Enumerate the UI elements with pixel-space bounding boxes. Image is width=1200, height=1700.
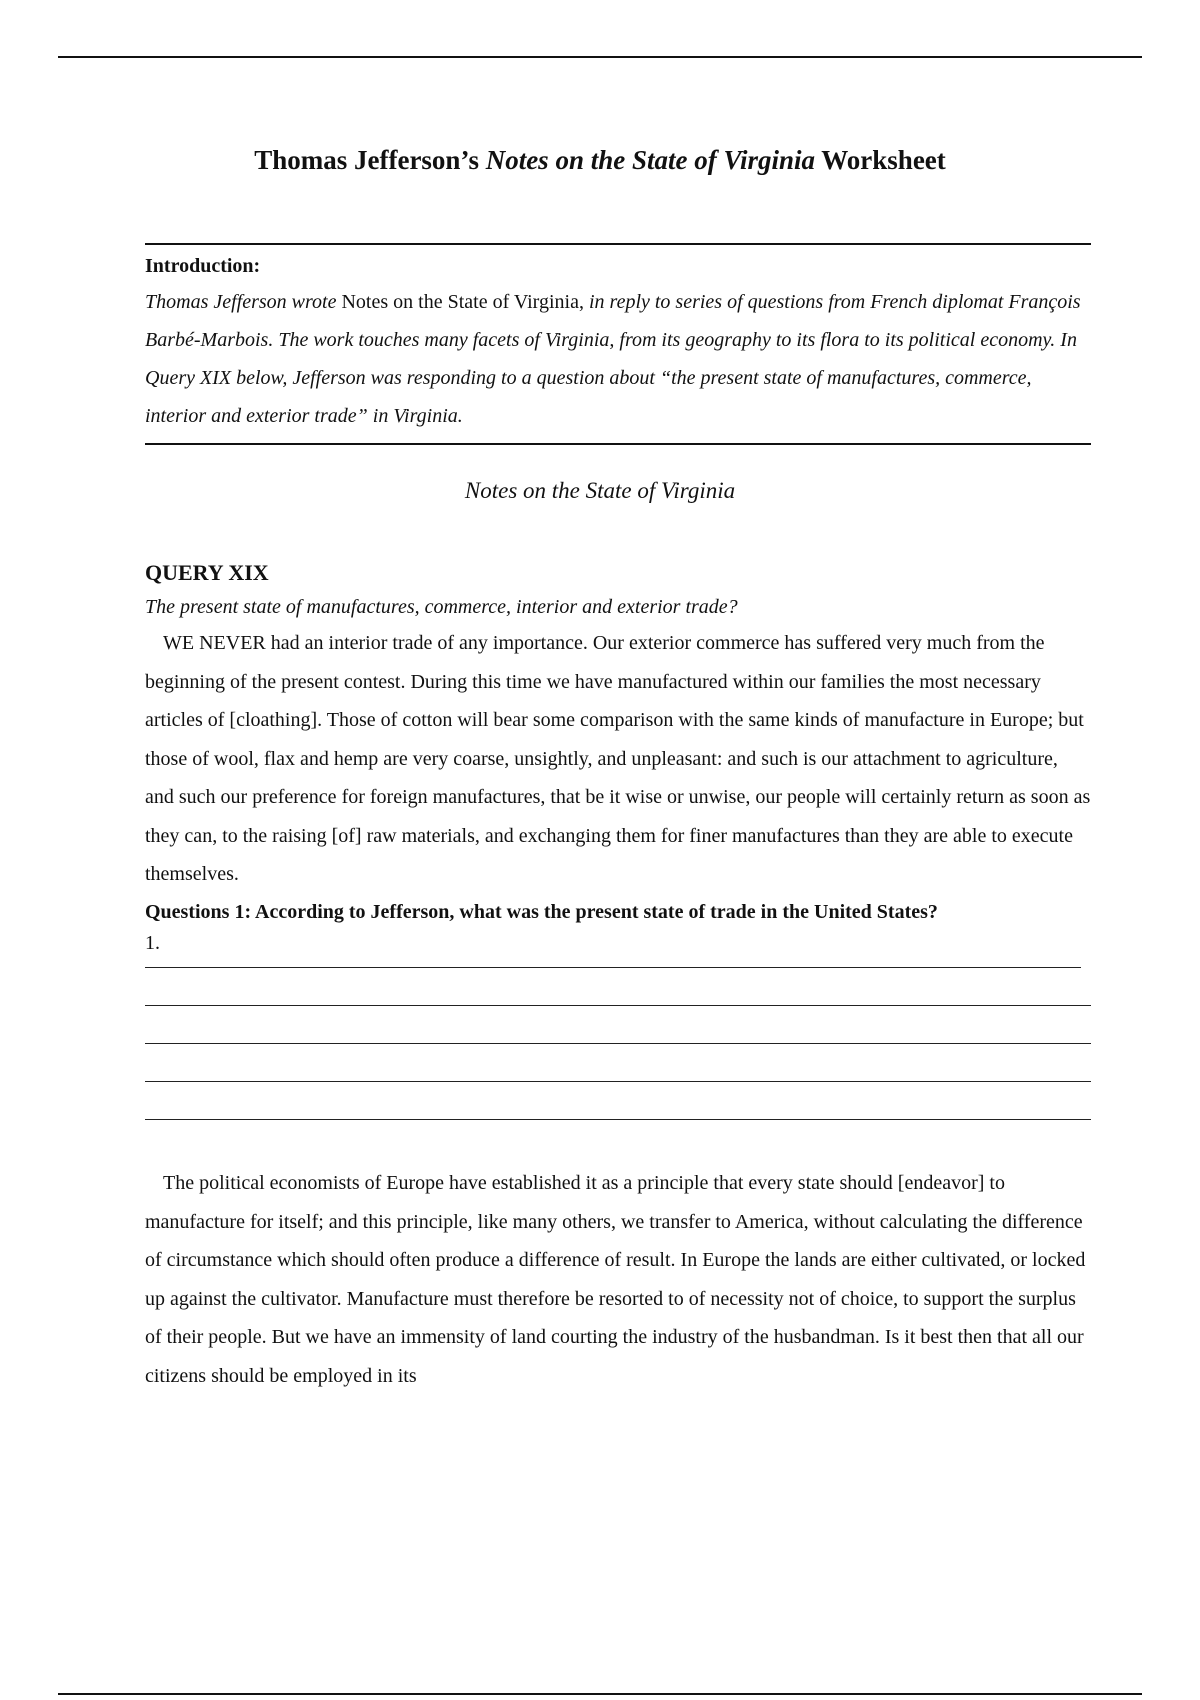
query-section [145, 556, 1091, 1120]
source-subheading: Notes on the State of Virginia [464, 478, 736, 503]
intro-text-part-2: Notes on the State of Virginia, [341, 291, 584, 313]
title-italic: Notes on the State of Virginia [485, 145, 816, 175]
question-1-label: Questions 1: According to Jefferson, what was the present state of trade in the United States? [145, 900, 938, 923]
introduction-heading: Introduction: [145, 255, 261, 277]
query-paragraph-2: The political economists of Europe have established it as a principle that every state should [endeavor] to manufacture for itself; and this principle, like many others, we transfer to America, without calculating the difference of circumstance which should often produce a difference of result. In Europe the lands are either cultivated, or locked up against the cultivator. Manufacture must therefore be resorted to of necessity not of choice, to support the surplus of their people. But we have an immensity of land courting the industry of the husbandman. Is it best then that all our citizens should be employed in its [145, 1172, 1086, 1387]
query-paragraph-1: WE NEVER had an interior trade of any importance. Our exterior commerce has suffered very much from the beginning of the present contest. During this time we have manufactured within our families the most necessary articles of [cloathing]. Those of cotton will bear some comparison with the same kinds of manufacture in Europe; but those of wool, flax and hemp are very coarse, unsightly, and unpleasant: and such is our attachment to agriculture, and such our preference for foreign manufactures, that be it wise or unwise, our people will certainly return as soon as they can, to the raising [of] raw materials, and exchanging them for finer manufactures than they are able to execute themselves. [145, 632, 1091, 885]
page-top-rule [58, 56, 1142, 58]
query-question: The present state of manufactures, commerce, interior and exterior trade? [145, 596, 738, 618]
answer-line-1[interactable] [145, 930, 1081, 968]
answer-line-5[interactable] [145, 1082, 1091, 1120]
page-bottom-rule [58, 1693, 1142, 1695]
answer-line-3[interactable] [145, 1006, 1091, 1044]
answer-line-4[interactable] [145, 1044, 1091, 1082]
worksheet-title [0, 142, 1200, 178]
answer-number: 1. [145, 931, 160, 954]
answer-line-2[interactable] [145, 968, 1091, 1006]
intro-text-part-3: in reply to series of questions from French diplomat François Barbé-Marbois. The work touches many facets of Virginia, from its geography to its flora to its political economy. In Query XIX below, Jefferson was responding to a question about “the present state of manufactures, commerce, interior and exterior trade” in Virginia. [145, 291, 1081, 427]
paragraph-2-section [145, 1164, 1091, 1395]
introduction-text [145, 283, 1091, 435]
title-prefix: Thomas Jefferson’s [254, 145, 479, 175]
query-title: QUERY XIX [145, 560, 269, 585]
introduction-box [145, 243, 1091, 445]
intro-text-part-1: Thomas Jefferson wrote [145, 291, 337, 313]
title-suffix: Worksheet [821, 145, 946, 175]
